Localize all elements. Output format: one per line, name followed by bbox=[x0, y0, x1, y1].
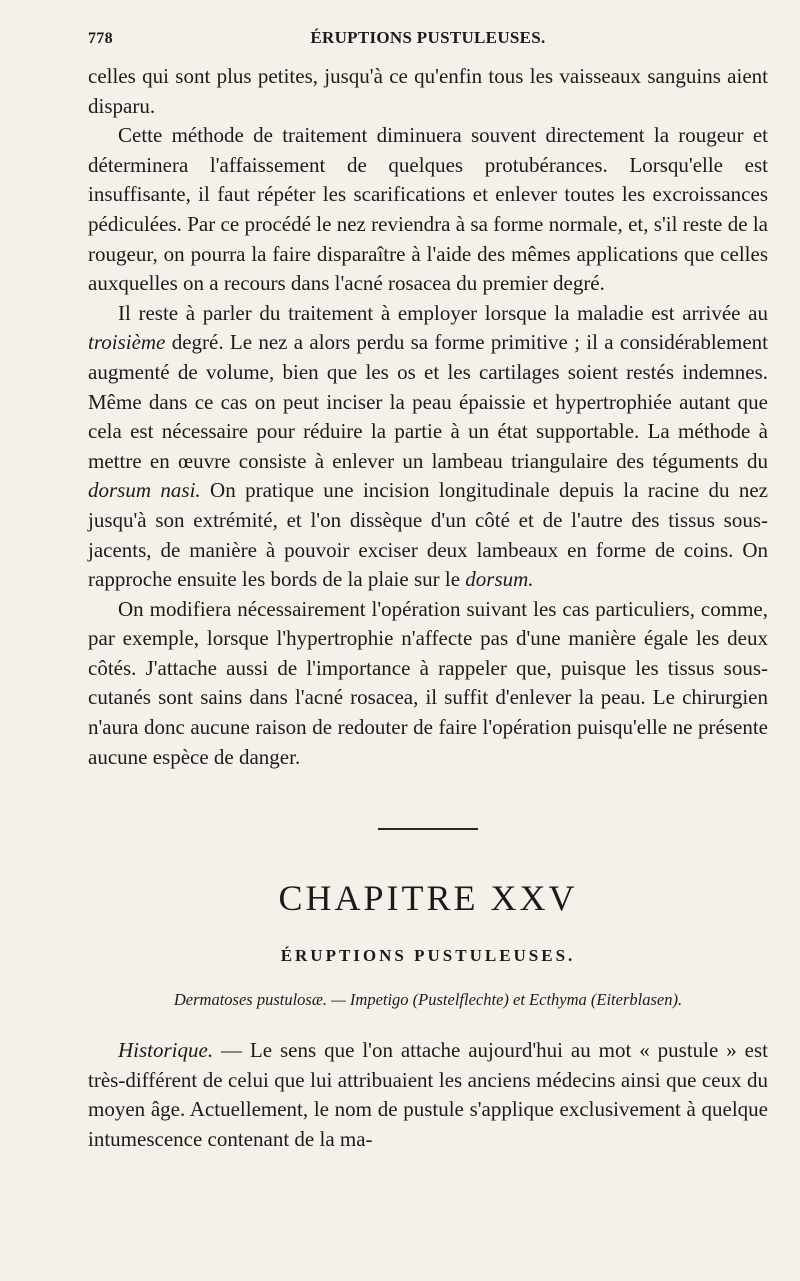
body-text bbox=[88, 62, 768, 772]
page-content bbox=[88, 28, 768, 1155]
text-run: degré. Le nez a alors perdu sa forme primitive ; il a considérablement augmenté de volume, bien que les os et les cartilages soient restés indemnes. Même dans ce cas on peut inciser la peau épaissie et hypertrophiée autant que cela est nécessaire pour réduire la partie à un état supportable. La méthode à mettre en œuvre consiste à enlever un lambeau triangulaire des téguments du bbox=[88, 330, 768, 473]
historique-text: — Le sens que l'on attache aujourd'hui au mot « pustule » est très-différent de celui que lui attribuaient les anciens médecins ainsi que ceux du moyen âge. Actuellement, le nom de pustule s'applique exclusivement à quelque intumescence contenant de la ma- bbox=[88, 1038, 768, 1152]
running-head bbox=[88, 28, 768, 60]
chapter-heading: CHAPITRE XXV bbox=[278, 878, 578, 919]
italic-term-troisieme: troisième bbox=[88, 330, 166, 355]
chapter-subtitle: Dermatoses pustulosæ. — Impetigo (Pustelflechte) et Ecthyma (Eiterblasen). bbox=[173, 990, 683, 1010]
paragraph-third-degree bbox=[88, 299, 768, 595]
paragraph-method-result: Cette méthode de traitement diminuera souvent directement la rougeur et déterminera l'affaissement de quelques protubérances. Lorsqu'elle est insuffisante, il faut répéter les scarifications et enlever toutes les excroissances pédiculées. Par ce procédé le nez reviendra à sa forme normale, et, s'il reste de la rougeur, on pourra la faire disparaître à l'aide des mêmes applications que celles auxquelles on a recours dans l'acné rosacea du premier degré. bbox=[88, 123, 768, 296]
paragraph-operation-modification: On modifiera nécessairement l'opération suivant les cas particuliers, comme, par exemple, lorsque l'hypertrophie n'affecte pas d'une manière égale les deux côtés. J'attache aussi de l'importance à rappeler que, puisque les tissus sous-cutanés sont sains dans l'acné rosacea, il suffit d'enlever la peau. Le chirurgien n'aura donc aucune raison de redouter de faire l'opération puisqu'elle ne présente aucune espèce de danger. bbox=[88, 596, 768, 769]
section-divider-rule bbox=[378, 828, 478, 830]
italic-term-dorsum: dorsum. bbox=[465, 567, 534, 592]
text-run: On pratique une incision longitudinale depuis la racine du nez jusqu'à son extrémité, et l'on dissèque d'un côté et de l'autre des tissus sous-jacents, de manière à pouvoir exciser deux lambeaux en forme de coins. On rapproche ensuite les bords de la plaie sur le bbox=[88, 478, 768, 592]
text-run: Il reste à parler du traitement à employer lorsque la maladie est arrivée au bbox=[118, 300, 768, 325]
italic-term-dorsum-nasi: dorsum nasi. bbox=[88, 478, 201, 503]
paragraph-historique bbox=[88, 1036, 768, 1154]
paragraph-continuation: celles qui sont plus petites, jusqu'à ce qu'enfin tous les vaisseaux sanguins aient disparu. bbox=[88, 64, 768, 118]
chapter-title: ÉRUPTIONS PUSTULEUSES. bbox=[280, 946, 576, 966]
historique-label: Historique. bbox=[118, 1038, 214, 1063]
running-title: ÉRUPTIONS PUSTULEUSES. bbox=[310, 28, 546, 47]
page-number: 778 bbox=[88, 30, 113, 47]
